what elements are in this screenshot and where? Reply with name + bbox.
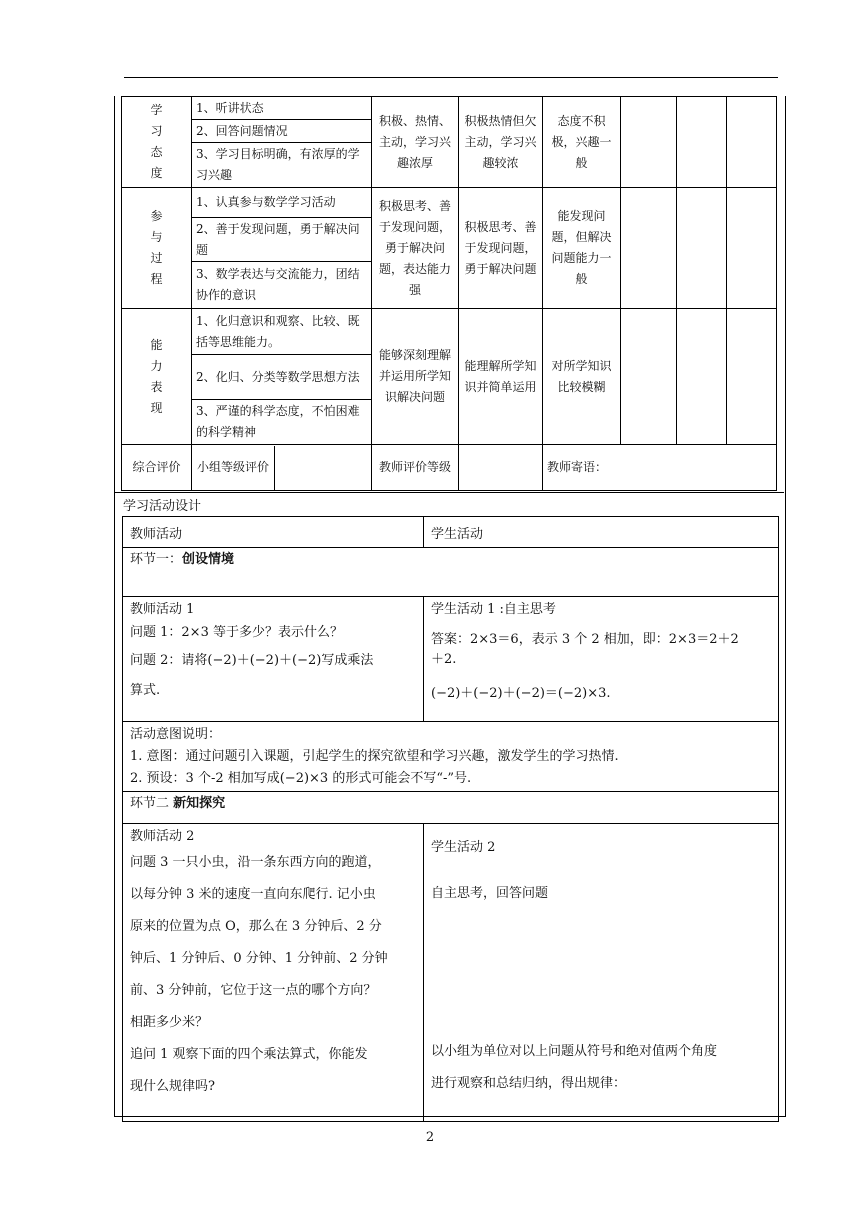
category-cell: 参 与 过 程: [122, 188, 192, 309]
criteria-item: 1、听讲状态: [192, 97, 372, 120]
teacher-activity-2: 教师活动 2 问题 3 一只小虫，沿一条东西方向的跑道， 以每分钟 3 米的速度一直向东爬行. 记小虫 原来的位置为点 O，那么在 3 分钟后、2 分 钟后、1 分钟后、0 分钟、1 分钟前、2 分钟 前、3 分钟前，它位于这一点的哪个方向？ 相距多少米？ 追问 1 观察下面的四个乘法算式，你能发 现什么规律吗?: [123, 824, 424, 1122]
teacher-activity-1: 教师活动 1 问题 1：2×3 等于多少？表示什么？ 问题 2：请将(−2)＋(−2)＋(−2)写成乘法 算式.: [123, 597, 424, 722]
level-b-desc: 积极思考、善于发现问题，勇于解决问题: [459, 188, 543, 309]
section-title: 学习活动设计: [123, 499, 202, 514]
teacher-message: 教师寄语：: [543, 445, 777, 491]
score-cell: [621, 309, 677, 445]
group-level-label: 小组等级评价: [192, 446, 275, 490]
stage-two-heading: 环节二 新知探究: [123, 792, 779, 824]
page-number: 2: [425, 1130, 435, 1145]
score-cell: [727, 188, 777, 309]
level-c-desc: 态度不积极，兴趣一般: [543, 97, 621, 188]
score-cell: [621, 188, 677, 309]
evaluation-table: [121, 96, 777, 491]
level-a-desc: 积极思考、善于发现问题，勇于解决问题，表达能力强: [372, 188, 459, 309]
teacher-level-label: 教师评价等级: [372, 445, 459, 491]
score-cell: [727, 309, 777, 445]
group-level-value: [275, 446, 372, 490]
activity-table: [122, 516, 779, 1122]
criteria-item: 3、严谨的科学态度，不怕困难的科学精神: [192, 400, 372, 445]
level-a-desc: 能够深刻理解并运用所学知识解决问题: [372, 309, 459, 445]
header-rule: [124, 77, 778, 78]
criteria-item: 3、数学表达与交流能力，团结协作的意识: [192, 262, 372, 309]
level-c-desc: 能发现问题，但解决问题能力一般: [543, 188, 621, 309]
teacher-level-value: [459, 445, 543, 491]
criteria-item: 3、学习目标明确，有浓厚的学习兴趣: [192, 143, 372, 188]
student-activity-2: 学生活动 2 自主思考，回答问题 以小组为单位对以上问题从符号和绝对值两个角度 进行观察和总结归纳，得出规律：: [424, 824, 779, 1122]
level-a-desc: 积极、热情、主动，学习兴趣浓厚: [372, 97, 459, 188]
stage-one-heading: 环节一：创设情境: [123, 548, 779, 597]
score-cell: [727, 97, 777, 188]
level-b-desc: 能理解所学知识并简单运用: [459, 309, 543, 445]
criteria-item: 2、化归、分类等数学思想方法: [192, 355, 372, 400]
frame-separator: [114, 492, 784, 493]
activity-intent: 活动意图说明： 1. 意图：通过问题引入课题，引起学生的探究欲望和学习兴趣，激发学生的学习热情. 2. 预设：3 个-2 相加写成(−2)×3 的形式可能会不写“-”号.: [123, 722, 779, 792]
score-cell: [621, 97, 677, 188]
level-c-desc: 对所学知识比较模糊: [543, 309, 621, 445]
criteria-item: 2、回答问题情况: [192, 120, 372, 143]
teacher-header: 教师活动: [123, 517, 424, 548]
criteria-item: 1、认真参与数学学习活动: [192, 188, 372, 218]
overall-label: 综合评价: [122, 445, 192, 491]
score-cell: [677, 97, 727, 188]
student-activity-1: 学生活动 1 :自主思考 答案：2×3＝6，表示 3 个 2 相加，即：2×3＝2＋2 ＋2. (−2)＋(−2)＋(−2)＝(−2)×3.: [424, 597, 779, 722]
score-cell: [677, 309, 727, 445]
student-header: 学生活动: [424, 517, 779, 548]
criteria-item: 2、善于发现问题，勇于解决问题: [192, 218, 372, 262]
score-cell: [677, 188, 727, 309]
category-cell: 能 力 表 现: [122, 309, 192, 445]
criteria-item: 1、化归意识和观察、比较、既括等思维能力。: [192, 309, 372, 355]
level-b-desc: 积极热情但欠主动，学习兴趣较浓: [459, 97, 543, 188]
category-cell: 学 习 态 度: [122, 97, 192, 188]
